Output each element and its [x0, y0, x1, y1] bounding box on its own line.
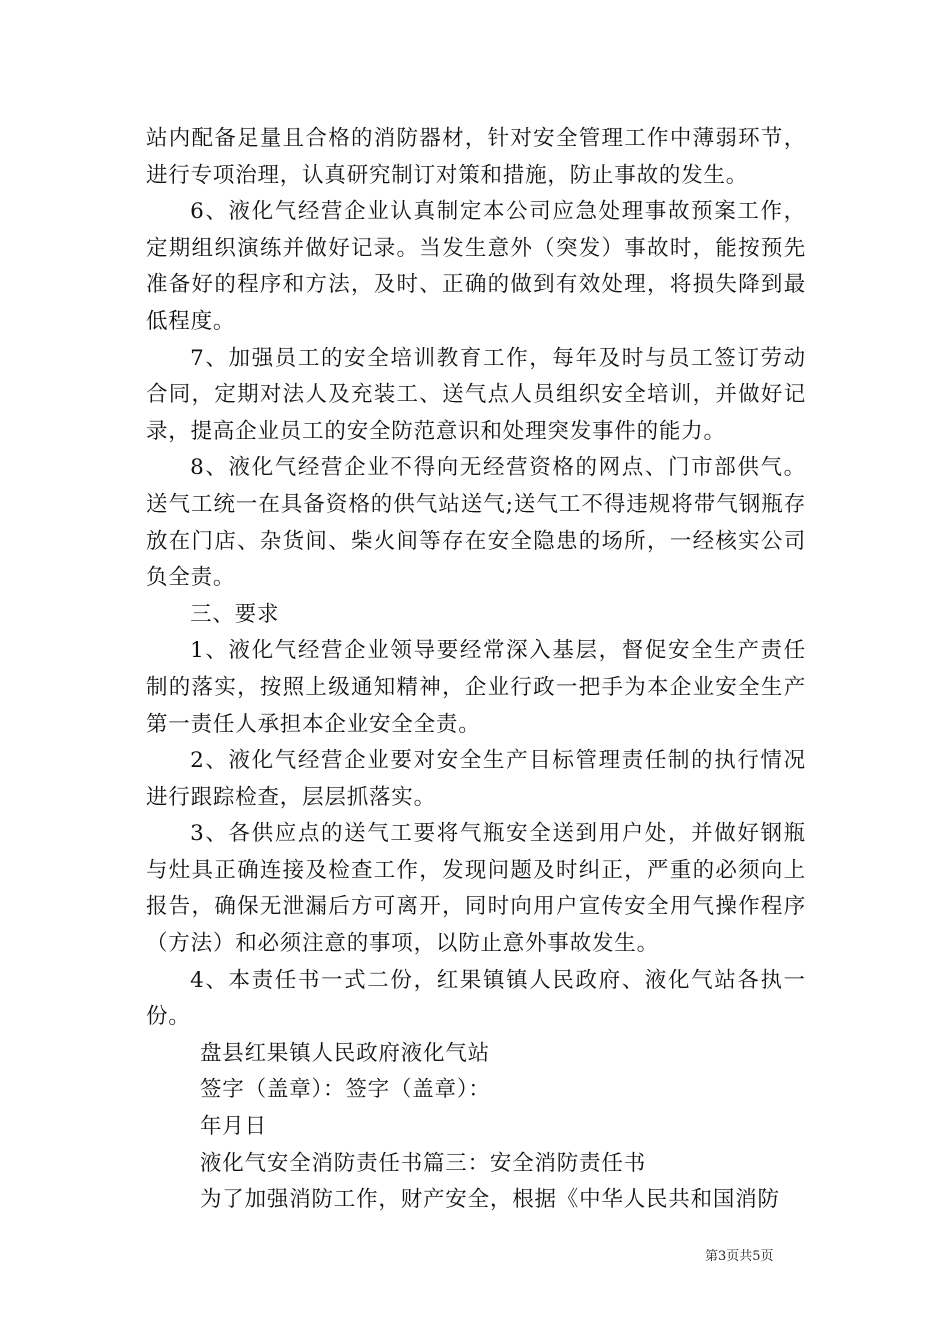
page-number: 第3页共5页: [705, 1249, 774, 1264]
paragraph-continuation: 站内配备足量且合格的消防器材，针对安全管理工作中薄弱环节，进行专项治理，认真研究制订对策和措施，防止事故的发生。: [146, 126, 806, 188]
paragraph-requirement-2: 2、液化气经营企业要对安全生产目标管理责任制的执行情况进行跟踪检查，层层抓落实。: [146, 748, 806, 810]
paragraph-item-7: 7、加强员工的安全培训教育工作，每年及时与员工签订劳动合同，定期对法人及充装工、送气点人员组织安全培训，并做好记录，提高企业员工的安全防范意识和处理突发事件的能力。: [146, 345, 806, 444]
paragraph-requirement-1: 1、液化气经营企业领导要经常深入基层，督促安全生产责任制的落实，按照上级通知精神，企业行政一把手为本企业安全生产第一责任人承担本企业安全全责。: [146, 638, 806, 737]
section-title: 液化气安全消防责任书篇三：安全消防责任书: [200, 1150, 647, 1176]
paragraph-item-8: 8、液化气经营企业不得向无经营资格的网点、门市部供气。送气工统一在具备资格的供气站送气;送气工不得违规将带气钢瓶存放在门店、杂货间、柴火间等存在安全隐患的场所，一经核实公司负全责。: [146, 455, 806, 591]
paragraph-requirement-3: 3、各供应点的送气工要将气瓶安全送到用户处，并做好钢瓶与灶具正确连接及检查工作，发现问题及时纠正，严重的必须向上报告，确保无泄漏后方可离开，同时向用户宣传安全用气操作程序（方法）和必须注意的事项，以防止意外事故发生。: [146, 821, 806, 957]
signature-line: 签字（盖章）：签字（盖章）：: [200, 1077, 491, 1103]
paragraph-item-6: 6、液化气经营企业认真制定本公司应急处理事故预案工作，定期组织演练并做好记录。当发生意外（突发）事故时，能按预先准备好的程序和方法，及时、正确的做到有效处理，将损失降到最低程度。: [146, 199, 806, 334]
intro-line: 为了加强消防工作，财产安全，根据《中华人民共和国消防: [200, 1187, 780, 1213]
date-line: 年月日: [200, 1114, 267, 1140]
section-heading-requirements: 三、要求: [190, 601, 280, 627]
paragraph-requirement-4: 4、本责任书一式二份，红果镇镇人民政府、液化气站各执一份。: [146, 967, 806, 1030]
signature-organization: 盘县红果镇人民政府液化气站: [200, 1040, 490, 1066]
document-body: [146, 121, 806, 1219]
